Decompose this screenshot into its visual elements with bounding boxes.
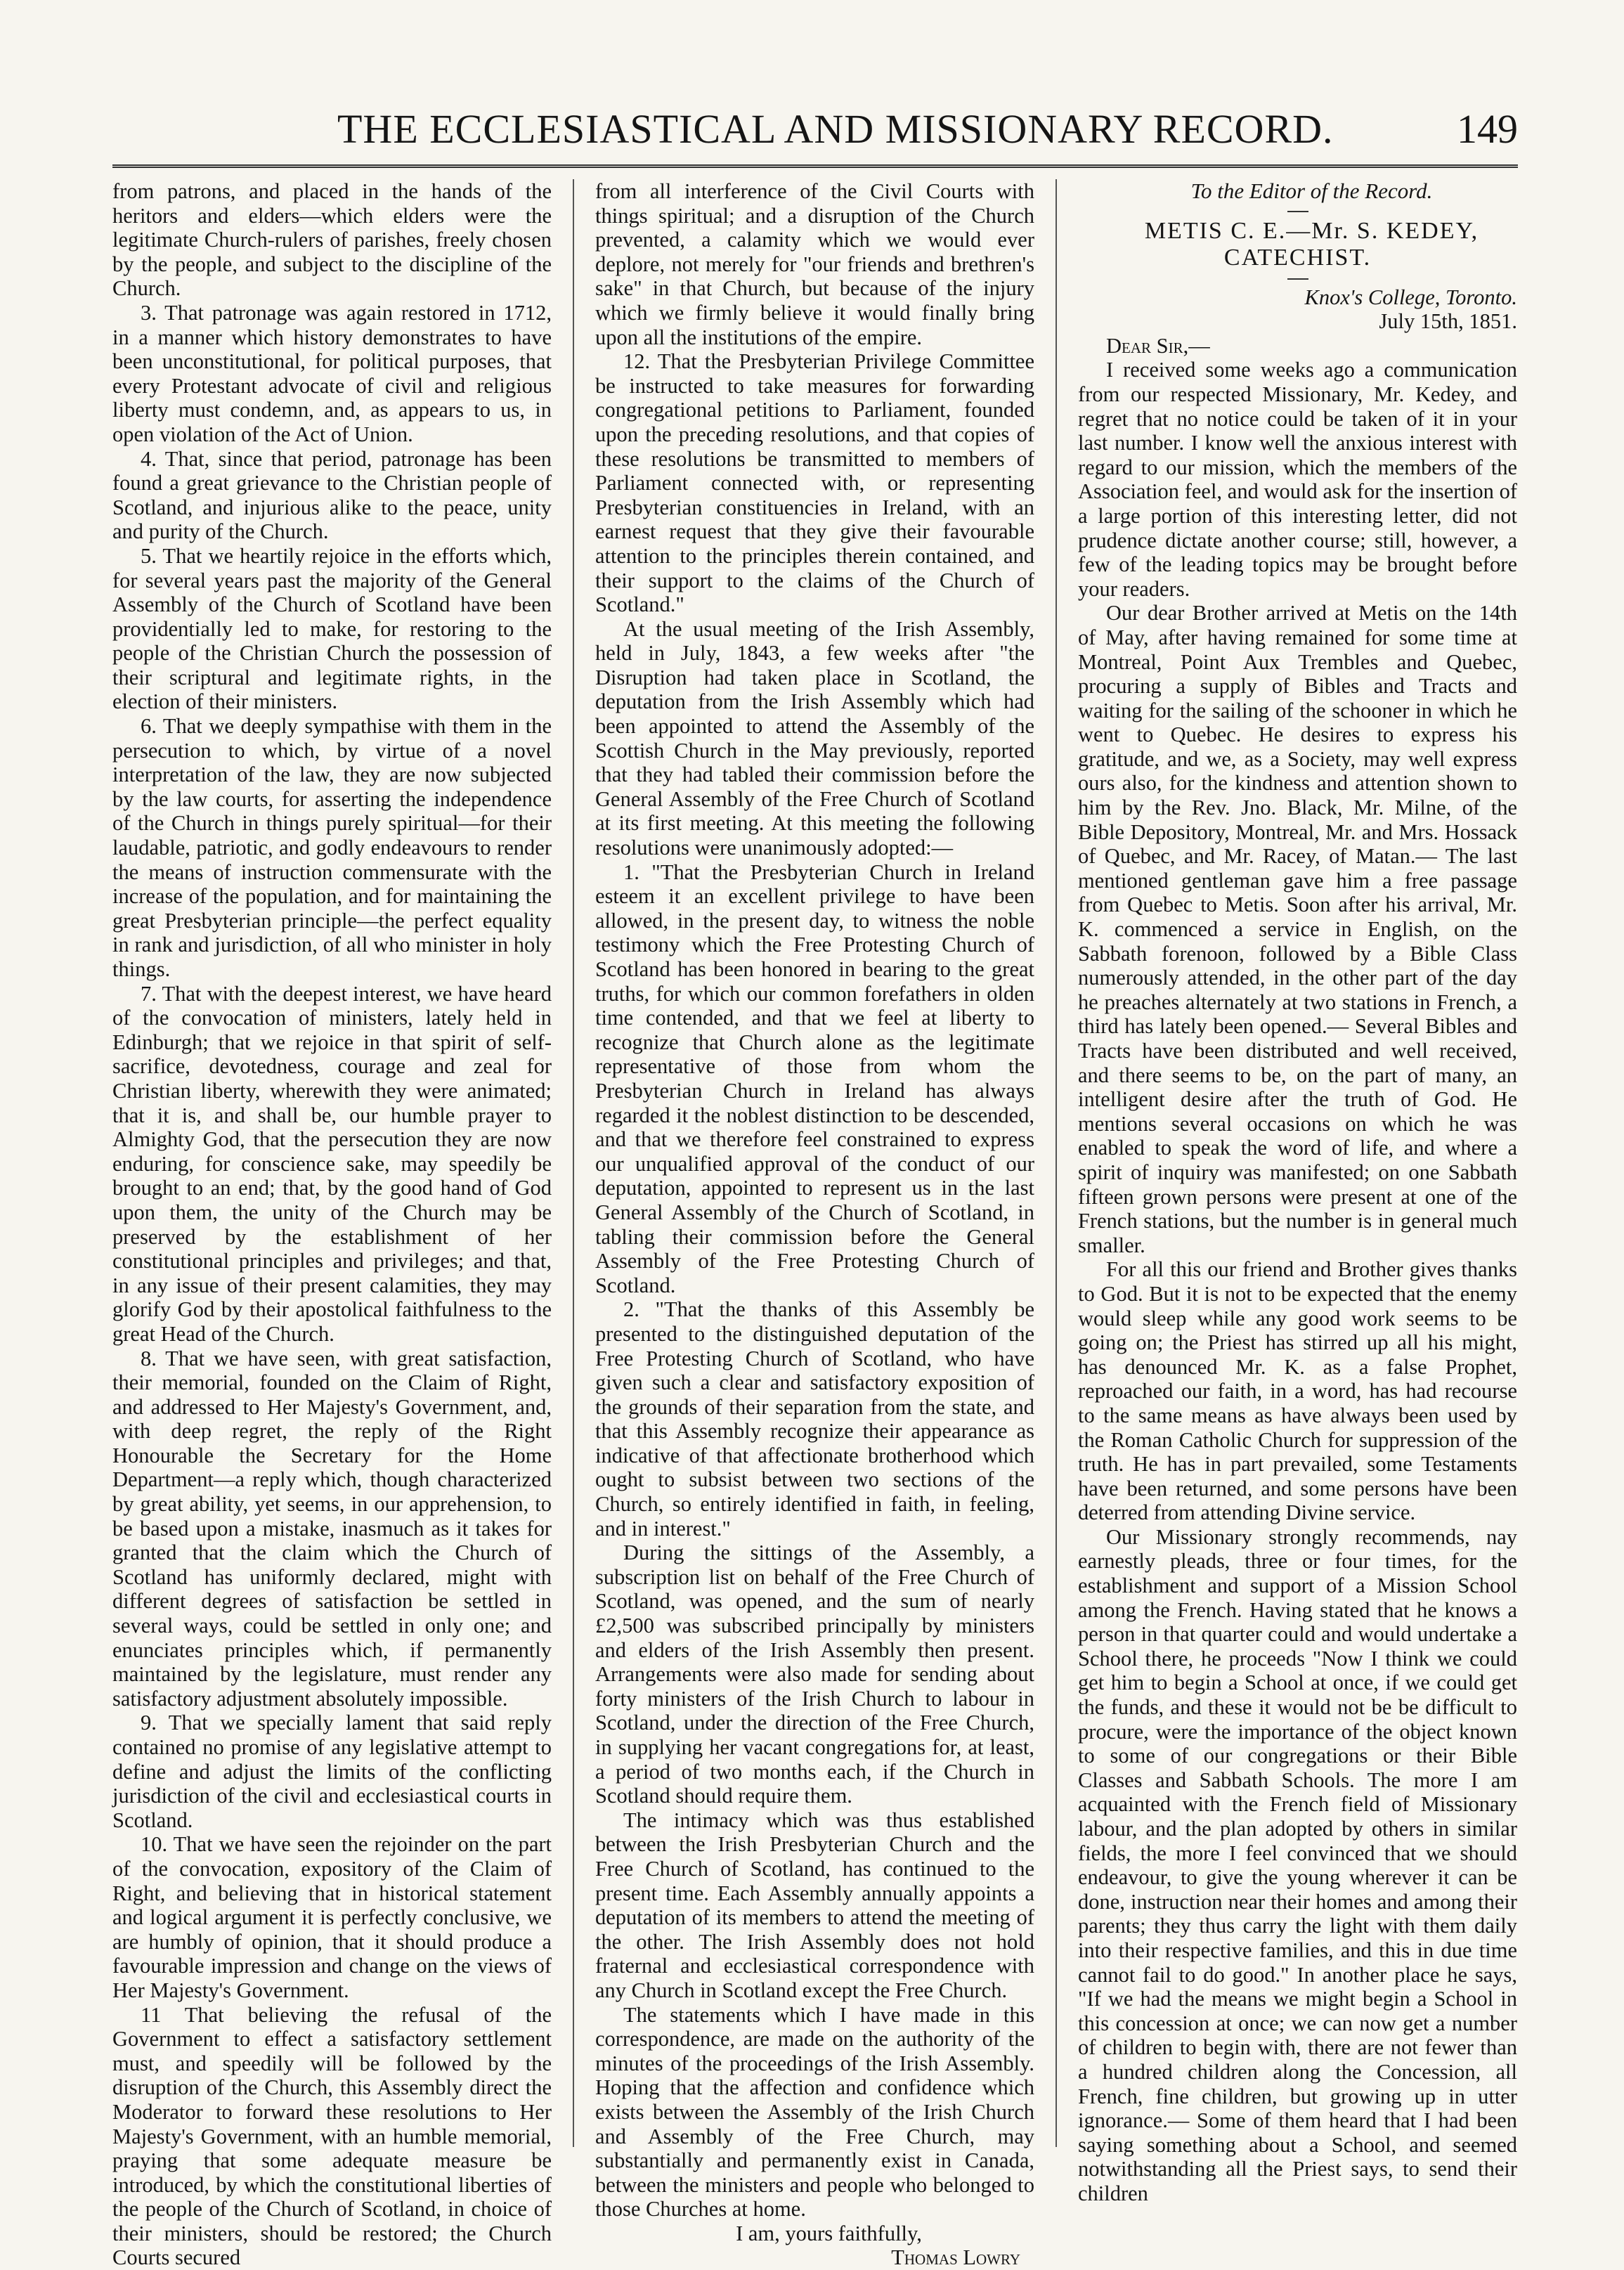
paragraph: I received some weeks ago a communication from our respected Missionary, Mr. Kedey, and regret that no notice could be taken of it in your last number. I know well the anxious interest with regard to our mission, which the members of the Association feel, and would ask for the insertion of a large portion of this interesting letter, did not prudence dictate another course; still, however, a few of the leading topics may be brought before your readers. <box>1078 358 1517 601</box>
running-title: THE ECCLESIASTICAL AND MISSIONARY RECORD. <box>337 106 1334 152</box>
paragraph: At the usual meeting of the Irish Assembly, held in July, 1843, a few weeks after "the Disruption had taken place in Scotland, the deputation from the Irish Assembly which had been appointed to attend the Assembly of the Scottish Church in the May previously, reported that they had tabled their commission before the General Assembly of the Free Church of Scotland at its first meeting. At this meeting the following resolutions were unanimously adopted:— <box>595 616 1034 860</box>
letter-closing: I am, yours faithfully, <box>736 2221 922 2245</box>
paragraph: 1. "That the Presbyterian Church in Ireland esteem it an excellent privilege to have been allowed, in the present day, to witness the noble testimony which the Free Protesting Church of Scotland has been honored in bearing to the great truths, for which our common forefathers in olden time contended, and that we feel at liberty to recognize that Church alone as the legitimate representative of those from whom the Presbyterian Church in Ireland has always regarded it the noblest distinction to be descended, and that we therefore feel constrained to express our unqualified approval of the conduct of our deputation, appointed to represent us in the last General Assembly of the Church of Scotland, in tabling their commission before the General Assembly of the Free Protesting Church of Scotland. <box>595 860 1034 1297</box>
paragraph: The intimacy which was thus established between the Irish Presbyterian Church and the Free Church of Scotland, has continued to the present time. Each Assembly annually appoints a deputation of its members to attend the meeting of the other. The Irish Assembly does not hold fraternal and ecclesiastical correspondence with any Church in Scotland except the Free Church. <box>595 1808 1034 2002</box>
letter-signature: Thomas Lowry <box>891 2245 1020 2270</box>
page-header <box>112 105 1518 162</box>
column-2 <box>595 179 1034 2270</box>
text-columns <box>112 179 1518 2270</box>
column-3 <box>1078 179 1517 2205</box>
letter-date: July 15th, 1851. <box>1379 309 1517 334</box>
column-divider <box>1055 179 1057 2147</box>
paragraph: 10. That we have seen the rejoinder on the part of the convocation, expository of the Claim of Right, and believing that in historical statement and logical argument it is perfectly conclusive, we are humbly of opinion, that it should produce a favourable impression and change on the views of Her Majesty's Government. <box>112 1832 552 2002</box>
paragraph: Our dear Brother arrived at Metis on the 14th of May, after having remained for some time at Montreal, Point Aux Trembles and Quebec, procuring a supply of Bibles and Tracts and waiting for the sailing of the schooner in which he went to Quebec. He desires to express his gratitude, and we, as a Society, may well express ours also, for the kindness and attention shown to him by the Rev. Jno. Black, Mr. Milne, of the Bible Depository, Montreal, Mr. and Mrs. Hossack of Quebec, and Mr. Racey, of Matan.— The last mentioned gentleman gave him a free passage from Quebec to Metis. Soon after his arrival, Mr. K. commenced a service in English, on the Sabbath forenoon, followed by a Bible Class numerously attended, in the other part of the day he preaches alternately at two stations in French, a third has lately been opened.— Several Bibles and Tracts have been distributed and well received, and there seems to be, on the part of many, an intelligent desire after the truth of God. He mentions several occasions on which he was enabled to speak the word of life, and where a spirit of inquiry was manifested; on one Sabbath fifteen grown persons were present at one of the French stations, but the number is in general much smaller. <box>1078 601 1517 1257</box>
short-rule <box>1287 211 1308 212</box>
short-rule <box>1287 278 1308 280</box>
header-rule <box>112 164 1518 168</box>
paragraph: 6. That we deeply sympathise with them in the persecution to which, by virtue of a novel interpretation of the law, they are now subjected by the law courts, for asserting the independence of the Church in things purely spiritual—for their laudable, patriotic, and godly endeavours to render the means of instruction commensurate with the increase of the population, and for maintaining the great Presbyterian principle—the perfect equality in rank and jurisdiction, of all who minister in holy things. <box>112 714 552 981</box>
paragraph: 9. That we specially lament that said reply contained no promise of any legislative attempt to define and adjust the limits of the conflicting jurisdiction of the civil and ecclesiastical courts in Scotland. <box>112 1711 552 1832</box>
column-1 <box>112 179 552 2270</box>
letter-addressee: To the Editor of the Record. <box>1190 179 1433 203</box>
paragraph: During the sittings of the Assembly, a subscription list on behalf of the Free Church of Scotland, was opened, and the sum of nearly £2,500 was subscribed principally by ministers and elders of the Irish Assembly then present. Arrangements were also made for sending about forty ministers of the Irish Church to labour in Scotland, under the direction of the Free Church, in supplying her vacant congregations for, at least, a period of two months each, if the Church in Scotland should require them. <box>595 1541 1034 1808</box>
paragraph: 12. That the Presbyterian Privilege Committee be instructed to take measures for forwarding congregational petitions to Parliament, founded upon the preceding resolutions, and that copies of these resolutions be transmitted to members of Parliament connected with, or representing Presbyterian constituencies in Ireland, with an earnest request that they give their favourable attention to the principles therein contained, and their support to the claims of the Church of Scotland." <box>595 349 1034 617</box>
page-number: 149 <box>1457 106 1518 152</box>
paragraph: 2. "That the thanks of this Assembly be presented to the distinguished deputation of the Free Protesting Church of Scotland, who have given such a clear and satisfactory exposition of the grounds of their separation from the state, and that this Assembly recognize their appearance as indicative of that affectionate brotherhood which ought to subsist between two sections of the Church, so entirely identified in faith, in feeling, and in interest." <box>595 1297 1034 1541</box>
paragraph: 3. That patronage was again restored in 1712, in a manner which history demonstrates to have been unconstitutional, for political purposes, that every Protestant advocate of civil and religious liberty must condemn, and, as appears to us, in open violation of the Act of Union. <box>112 300 552 446</box>
letter-salutation: Dear Sir,— <box>1106 333 1210 358</box>
paragraph: from patrons, and placed in the hands of the heritors and elders—which elders were the legitimate Church-rulers of parishes, freely chosen by the people, and subject to the discipline of the Church. <box>112 179 552 301</box>
paragraph: The statements which I have made in this correspondence, are made on the authority of the minutes of the proceedings of the Irish Assembly. Hoping that the affection and confidence which exists between the Assembly of the Irish Church and Assembly of the Free Church, may substantially and permanently exist in Canada, between the ministers and people who belonged to those Churches at home. <box>595 2002 1034 2222</box>
paragraph: Our Missionary strongly recommends, nay earnestly pleads, three or four times, for the establishment and support of a Mission School among the French. Having stated that he knows a person in that quarter could and would undertake a School there, he proceeds "Now I think we could get him to begin a School at once, if we could get the funds, and these it would not be be difficult to procure, were the importance of the object known to some of our congregations or their Bible Classes and Sabbath Schools. The more I am acquainted with the French field of Missionary labour, and the plan adopted by others in similar fields, the more I feel convinced that we should endeavour, to give the young wherever it can be done, instruction near their homes and among their parents; they thus carry the light with them daily into their respective families, and this in due time cannot fail to do good." In another place he says, "If we had the means we might begin a School in this concession at once; we can now get a number of children to begin with, there are not fewer than a hundred children along the Concession, all French, fine children, but growing up in utter ignorance.— Some of them heard that I had been saying something about a School, and seemed notwithstanding all the Priest says, to send their children <box>1078 1524 1517 2205</box>
paragraph: 5. That we heartily rejoice in the efforts which, for several years past the majority of the General Assembly of the Church of Scotland have been providentially led to make, for restoring to the people of the Christian Church the possession of their scriptural and legitimate rights, in the election of their ministers. <box>112 543 552 714</box>
paragraph: from all interference of the Civil Courts with things spiritual; and a disruption of the Church prevented, a calamity which we would ever deplore, not merely for "our friends and brethren's sake" in that Church, but because of the injury which we firmly believe it would finally bring upon all the institutions of the empire. <box>595 179 1034 349</box>
paragraph: 8. That we have seen, with great satisfaction, their memorial, founded on the Claim of Right, and addressed to Her Majesty's Government, and, with deep regret, the reply of the Right Honourable the Secretary for the Home Department—a reply which, though characterized by great ability, yet seems, in our apprehension, to be based upon a mistake, inasmuch as it takes for granted that the claim which the Church of Scotland has uniformly declared, might with different degrees of satisfaction be settled in several ways, could be settled in only one; and enunciates principles which, if permanently maintained by the legislature, must render any satisfactory adjustment absolutely impossible. <box>112 1346 552 1711</box>
paragraph: 4. That, since that period, patronage has been found a great grievance to the Christian people of Scotland, and injurious alike to the peace, unity and purity of the Church. <box>112 446 552 544</box>
letter-title: METIS C. E.—Mr. S. KEDEY, CATECHIST. <box>1144 217 1479 271</box>
column-divider <box>573 179 574 2147</box>
paragraph: 11 That believing the refusal of the Government to effect a satisfactory settlement must, and speedily will be followed by the disruption of the Church, this Assembly direct the Moderator to forward these resolutions to Her Majesty's Government, with an humble memorial, praying that some adequate measure be introduced, by which the constitutional liberties of the people of the Church of Scotland, in choice of their ministers, should be restored; the Church Courts secured <box>112 2002 552 2270</box>
letter-place: Knox's College, Toronto. <box>1304 285 1517 309</box>
paragraph: 7. That with the deepest interest, we have heard of the convocation of ministers, lately held in Edinburgh; that we rejoice in that spirit of self-sacrifice, devotedness, courage and zeal for Christian liberty, wherewith they were animated; that it is, and shall be, our humble prayer to Almighty God, that the persecution they are now enduring, for conscience sake, may speedily be brought to an end; that, by the good hand of God upon them, the unity of the Church may be preserved by the establishment of her constitutional principles and privileges; and that, in any issue of their present calamities, they may glorify God by their apostolical faithfulness to the great Head of the Church. <box>112 981 552 1346</box>
paragraph: For all this our friend and Brother gives thanks to God. But it is not to be expected that the enemy would sleep while any good work seems to be going on; the Priest has stirred up all his might, has denounced Mr. K. as a false Prophet, reproached our faith, in a word, has had recourse to the same means as have always been used by the Roman Catholic Church for suppression of the truth. He has in part prevailed, some Testaments have been returned, and some persons have been deterred from attending Divine service. <box>1078 1257 1517 1525</box>
